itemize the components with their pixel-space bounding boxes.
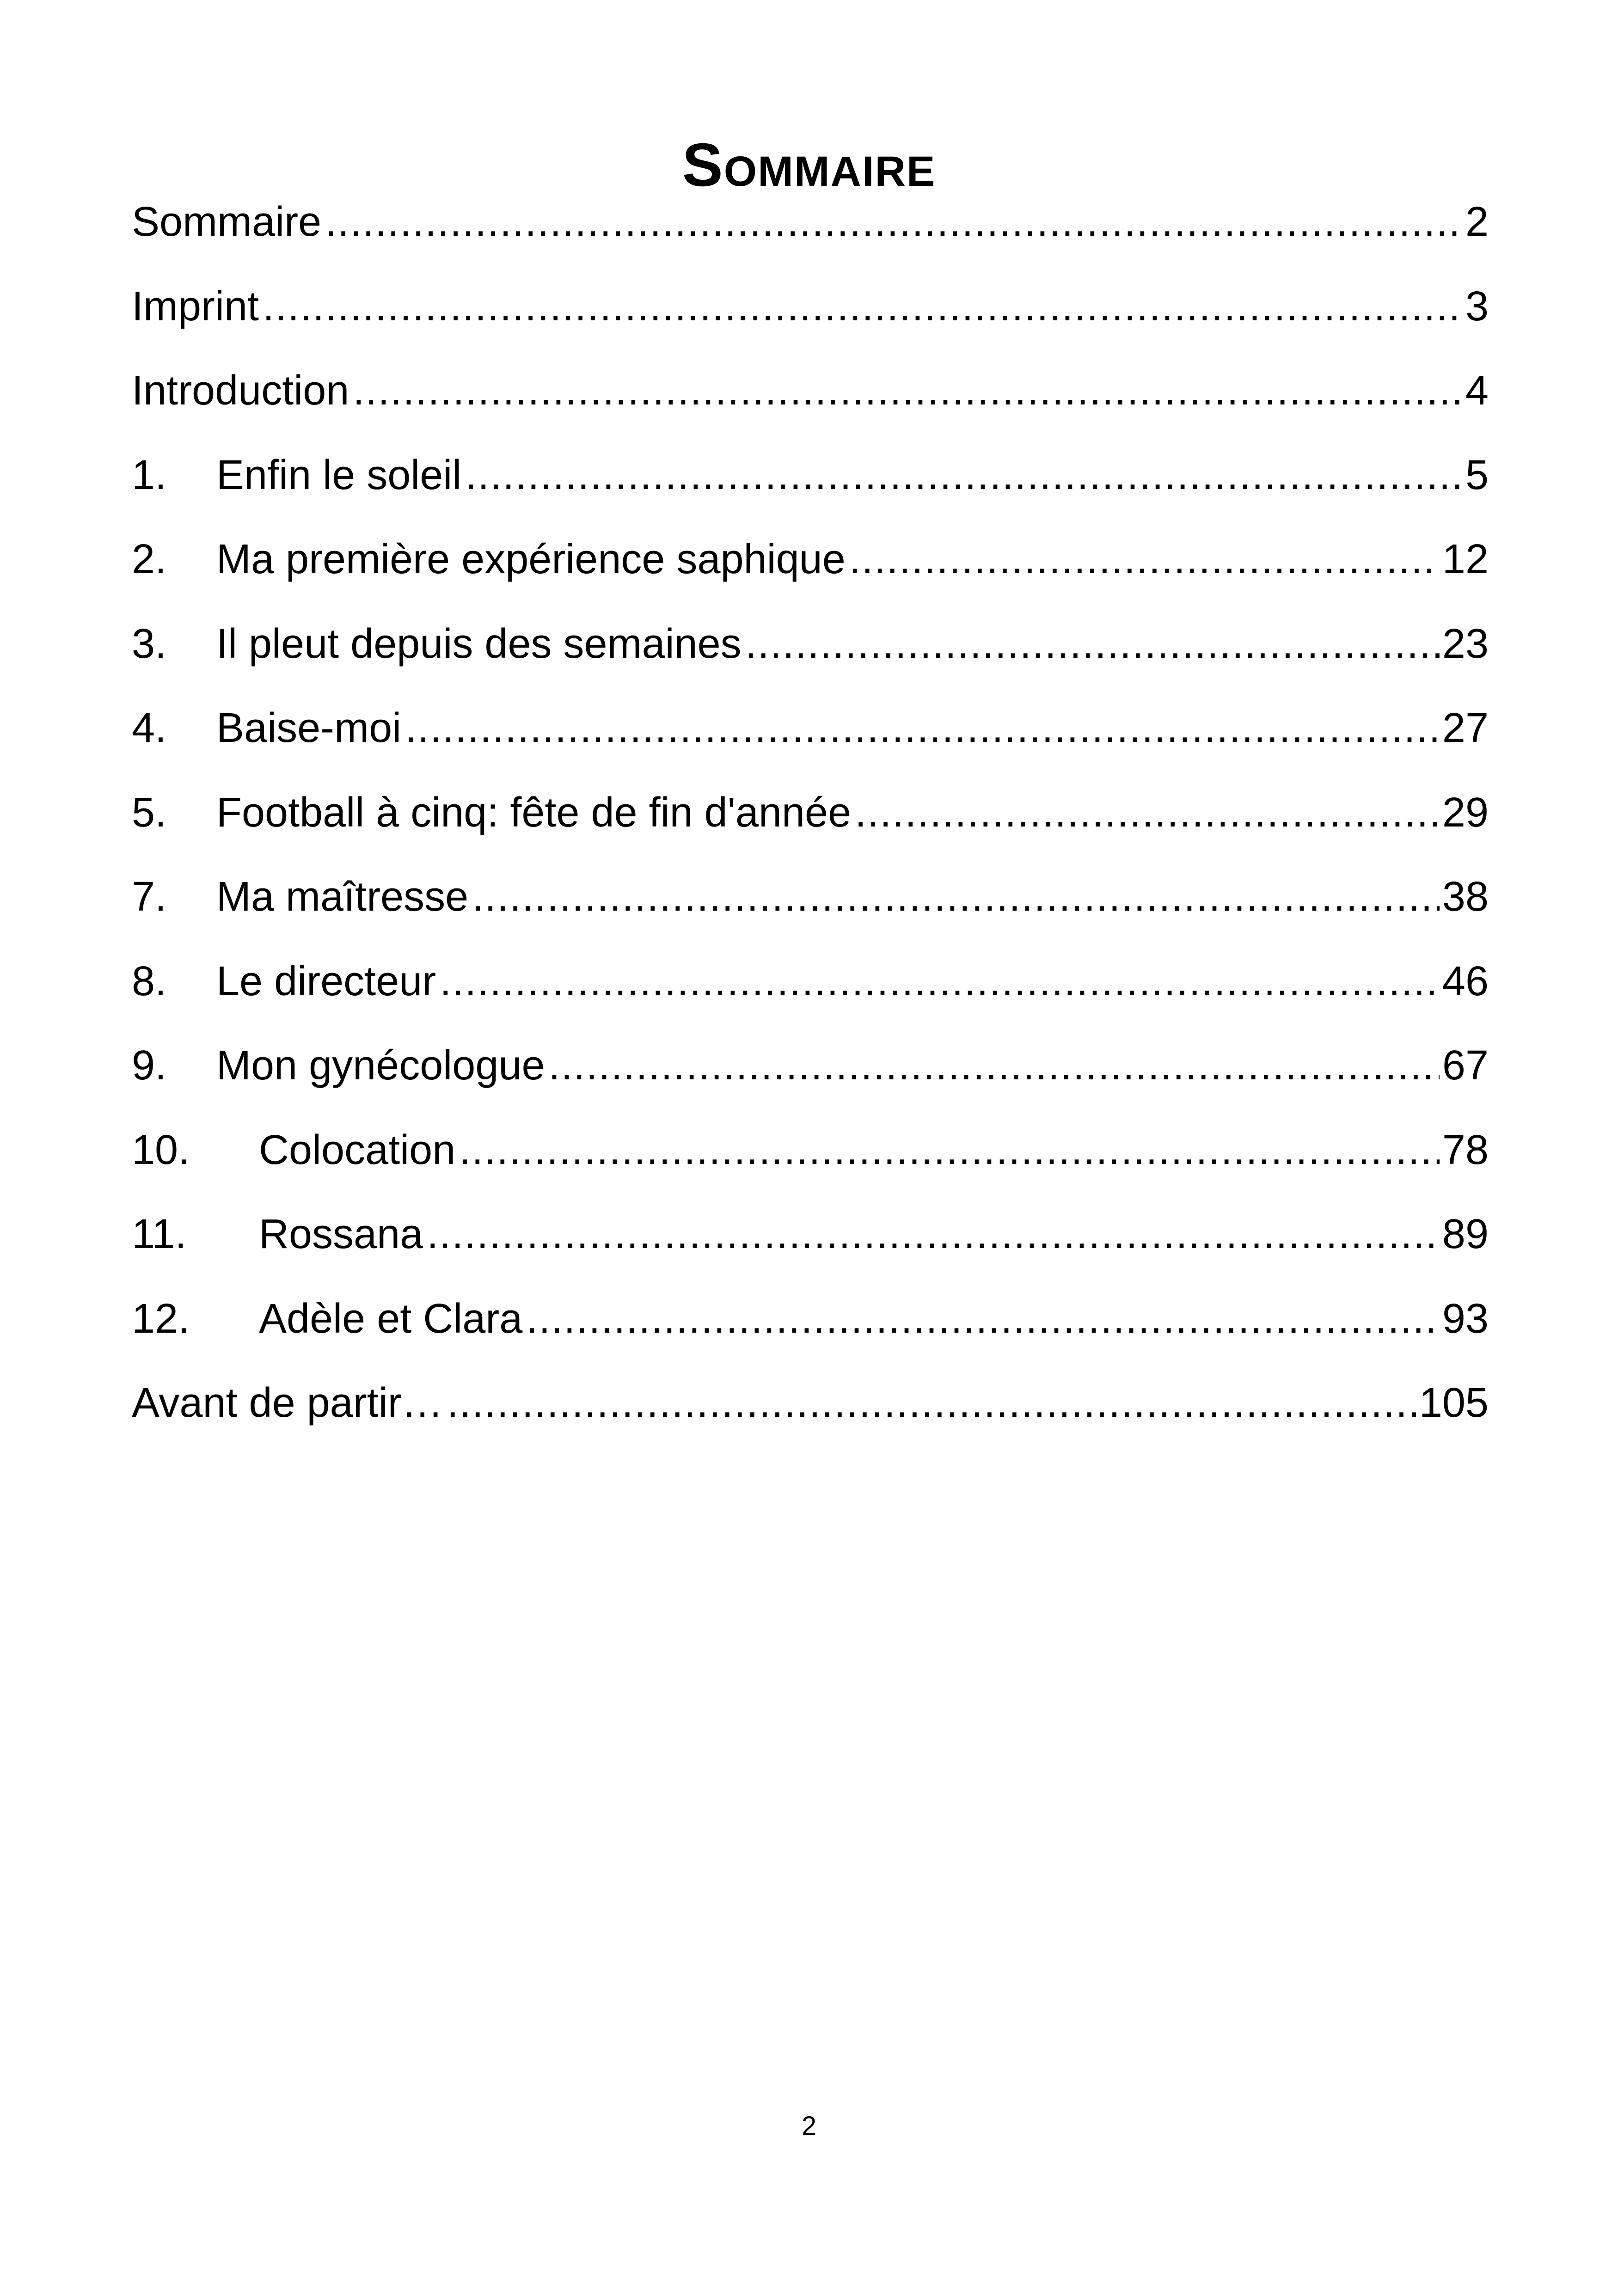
toc-link-chapter-8[interactable] [132, 958, 1489, 1004]
toc-entry-title: Ma maîtresse [216, 874, 469, 920]
page-title: Sommaire [682, 131, 936, 199]
toc-link-introduction[interactable] [132, 367, 1489, 414]
toc-entry-page: 38 [1442, 874, 1489, 920]
toc-entry [132, 199, 1489, 283]
toc-entry-number: 3. [132, 620, 167, 667]
toc-dot-leader [465, 452, 1463, 498]
toc-entry [132, 1211, 1489, 1296]
toc-entry-page: 29 [1442, 789, 1489, 836]
toc-link-sommaire[interactable] [132, 199, 1489, 245]
toc-entry-number: 9. [132, 1042, 167, 1089]
toc-entry-title: Colocation [259, 1127, 456, 1173]
toc-entry-page: 2 [1465, 199, 1489, 245]
toc-entry [132, 790, 1489, 874]
toc-link-chapter-12[interactable] [132, 1296, 1489, 1342]
toc-link-avant-de-partir[interactable] [132, 1380, 1489, 1426]
toc-entry-page: 5 [1465, 452, 1489, 498]
toc-entry-number: 11. [132, 1211, 187, 1257]
table-of-contents [132, 199, 1489, 1464]
toc-entry [132, 1296, 1489, 1380]
toc-entry-number: 10. [132, 1127, 190, 1173]
toc-dot-leader [855, 790, 1440, 836]
toc-entry-page: 67 [1442, 1042, 1489, 1089]
toc-dot-leader [447, 1380, 1416, 1426]
toc-entry-page: 27 [1442, 705, 1489, 751]
toc-dot-leader [325, 199, 1463, 245]
toc-dot-leader [353, 367, 1463, 414]
toc-link-chapter-2[interactable] [132, 536, 1489, 582]
toc-link-chapter-11[interactable] [132, 1211, 1489, 1257]
toc-entry [132, 452, 1489, 537]
toc-entry-title: Avant de partir… [132, 1380, 443, 1426]
toc-entry-title: Rossana [259, 1211, 423, 1257]
toc-entry-title: Enfin le soleil [216, 452, 462, 498]
toc-entry-number: 1. [132, 452, 167, 498]
toc-entry-page: 4 [1465, 367, 1489, 414]
toc-link-chapter-5[interactable] [132, 790, 1489, 836]
toc-entry [132, 874, 1489, 958]
toc-dot-leader [440, 958, 1440, 1004]
toc-dot-leader [526, 1296, 1440, 1342]
toc-entry-page: 78 [1442, 1127, 1489, 1173]
toc-entry-title: Baise-moi [216, 705, 402, 751]
toc-dot-leader [849, 536, 1440, 582]
toc-entry-title: Ma première expérience saphique [216, 536, 846, 582]
toc-entry [132, 958, 1489, 1043]
toc-entry-page: 12 [1442, 536, 1489, 582]
toc-entry-title: Sommaire [132, 199, 322, 245]
toc-entry-page: 93 [1442, 1295, 1489, 1342]
toc-entry [132, 621, 1489, 705]
toc-entry [132, 1042, 1489, 1127]
toc-link-chapter-1[interactable] [132, 452, 1489, 498]
toc-entry [132, 367, 1489, 452]
toc-dot-leader [263, 283, 1463, 330]
toc-entry-title: Football à cinq: fête de fin d'année [216, 789, 852, 836]
toc-entry-title: Imprint [132, 283, 259, 330]
toc-entry-number: 8. [132, 958, 167, 1004]
toc-entry-page: 105 [1419, 1380, 1489, 1426]
toc-entry-number: 4. [132, 705, 167, 751]
toc-dot-leader [549, 1042, 1440, 1089]
toc-entry-title: Le directeur [216, 958, 436, 1004]
toc-dot-leader [472, 874, 1440, 920]
toc-dot-leader [459, 1127, 1440, 1173]
toc-entry-page: 46 [1442, 958, 1489, 1004]
toc-link-chapter-3[interactable] [132, 621, 1489, 667]
toc-entry-number: 2. [132, 536, 167, 582]
page-number: 2 [801, 2111, 817, 2141]
toc-dot-leader [745, 621, 1440, 667]
toc-dot-leader [405, 705, 1440, 751]
toc-entry-page: 89 [1442, 1211, 1489, 1257]
toc-link-chapter-4[interactable] [132, 705, 1489, 751]
toc-entry-number: 12. [132, 1295, 190, 1342]
toc-link-imprint[interactable] [132, 283, 1489, 330]
toc-entry-title: Mon gynécologue [216, 1042, 545, 1089]
toc-entry [132, 536, 1489, 621]
toc-link-chapter-9[interactable] [132, 1042, 1489, 1089]
toc-entry-title: Il pleut depuis des semaines [216, 620, 742, 667]
toc-entry [132, 283, 1489, 368]
toc-entry-page: 23 [1442, 620, 1489, 667]
toc-dot-leader [427, 1211, 1440, 1257]
toc-link-chapter-10[interactable] [132, 1127, 1489, 1173]
toc-entry-number: 7. [132, 874, 167, 920]
toc-entry-title: Adèle et Clara [259, 1295, 523, 1342]
toc-entry [132, 1380, 1489, 1464]
toc-link-chapter-7[interactable] [132, 874, 1489, 920]
toc-entry [132, 705, 1489, 790]
toc-entry-page: 3 [1465, 283, 1489, 330]
toc-entry-number: 5. [132, 789, 167, 836]
toc-entry [132, 1127, 1489, 1212]
toc-entry-title: Introduction [132, 367, 349, 414]
